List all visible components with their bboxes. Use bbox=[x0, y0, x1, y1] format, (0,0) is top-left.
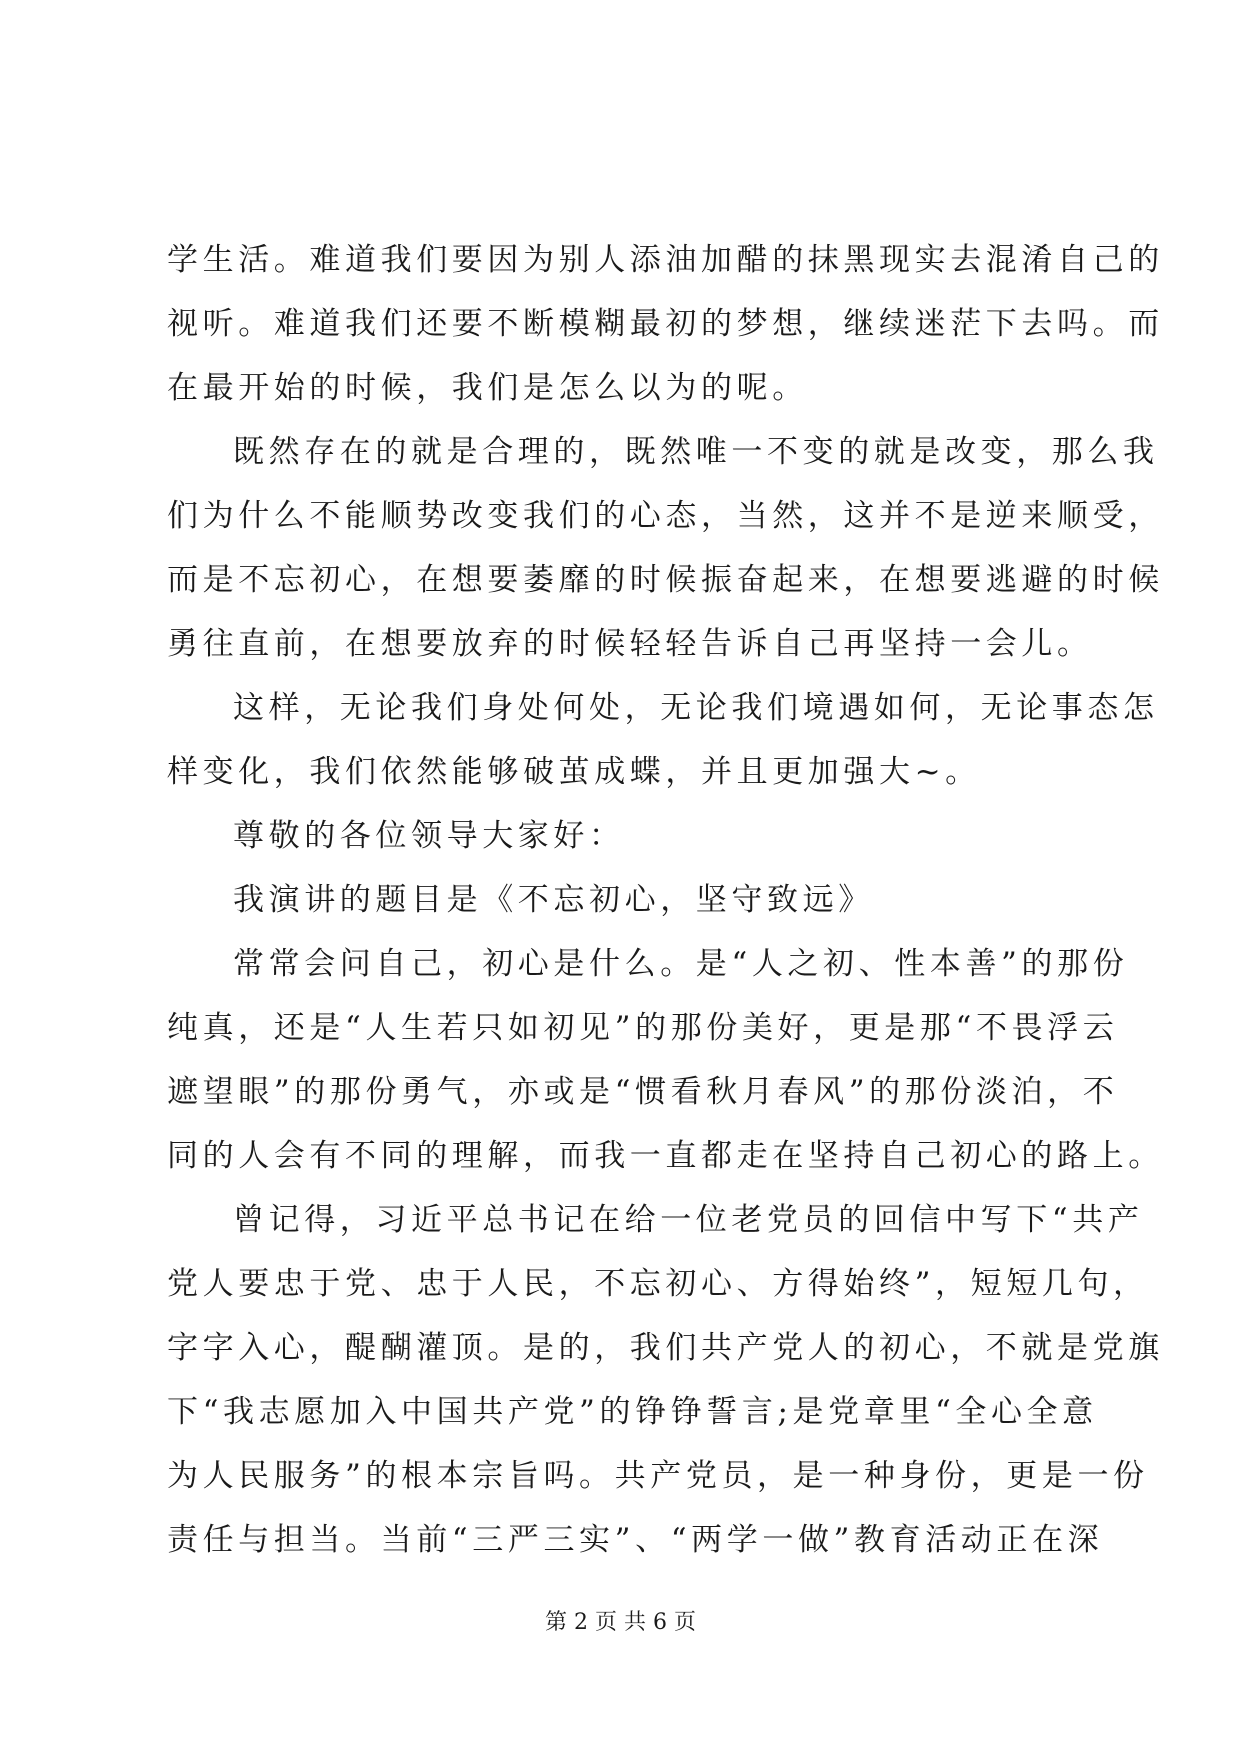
page-number-footer: 第 2 页 共 6 页 bbox=[545, 1610, 696, 1635]
text-line: 我演讲的题目是《不忘初心，坚守致远》 bbox=[233, 882, 874, 918]
text-line: 而是不忘初心，在想要萎靡的时候振奋起来，在想要逃避的时候 bbox=[167, 562, 1164, 598]
text-line: 在最开始的时候，我们是怎么以为的呢。 bbox=[167, 370, 808, 406]
text-line: 责任与担当。当前“三严三实”、“两学一做”教育活动正在深 bbox=[167, 1522, 1104, 1558]
text-line: 视听。难道我们还要不断模糊最初的梦想，继续迷茫下去吗。而 bbox=[167, 306, 1164, 342]
document-body bbox=[167, 228, 1164, 1572]
text-line: 既然存在的就是合理的，既然唯一不变的就是改变，那么我 bbox=[233, 434, 1159, 470]
text-line: 为人民服务”的根本宗旨吗。共产党员，是一种身份，更是一份 bbox=[167, 1458, 1149, 1494]
text-line: 遮望眼”的那份勇气，亦或是“惯看秋月春风”的那份淡泊，不 bbox=[167, 1074, 1119, 1110]
text-line: 常常会问自己，初心是什么。是“人之初、性本善”的那份 bbox=[233, 946, 1129, 982]
text-line: 字字入心，醍醐灌顶。是的，我们共产党人的初心，不就是党旗 bbox=[167, 1330, 1164, 1366]
text-line: 曾记得，习近平总书记在给一位老党员的回信中写下“共产 bbox=[233, 1202, 1144, 1238]
text-line: 党人要忠于党、忠于人民，不忘初心、方得始终”，短短几句， bbox=[167, 1266, 1149, 1302]
text-line: 勇往直前，在想要放弃的时候轻轻告诉自己再坚持一会儿。 bbox=[167, 626, 1093, 662]
text-line: 这样，无论我们身处何处，无论我们境遇如何，无论事态怎 bbox=[233, 690, 1159, 726]
text-line: 们为什么不能顺势改变我们的心态，当然，这并不是逆来顺受， bbox=[167, 498, 1164, 534]
text-line: 同的人会有不同的理解，而我一直都走在坚持自己初心的路上。 bbox=[167, 1138, 1164, 1174]
text-line: 学生活。难道我们要因为别人添油加醋的抹黑现实去混淆自己的 bbox=[167, 242, 1164, 278]
text-line: 尊敬的各位领导大家好： bbox=[233, 818, 625, 854]
text-line: 样变化，我们依然能够破茧成蝶，并且更加强大~。 bbox=[167, 754, 981, 790]
text-line: 下“我志愿加入中国共产党”的铮铮誓言;是党章里“全心全意 bbox=[167, 1394, 1098, 1430]
text-line: 纯真，还是“人生若只如初见”的那份美好，更是那“不畏浮云 bbox=[167, 1010, 1119, 1046]
